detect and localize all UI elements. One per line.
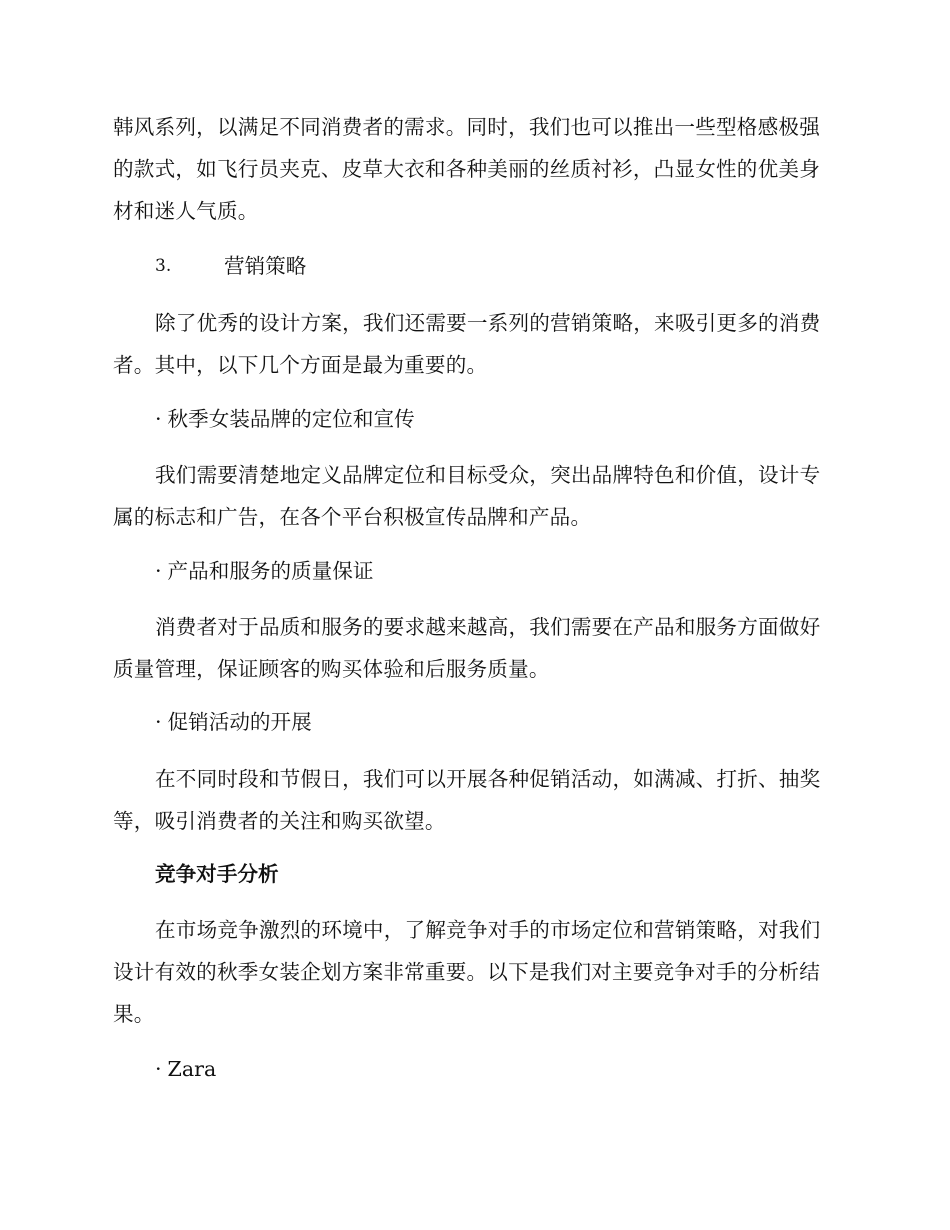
bullet-dot: · [155, 407, 162, 431]
bullet-label: Zara [167, 1057, 217, 1081]
heading-marketing-strategy: 营销策略 [224, 254, 307, 278]
bullet-brand-positioning [155, 398, 415, 440]
bullet-label: 促销活动的开展 [167, 710, 312, 734]
section-title-competitor-analysis: 竞争对手分析 [155, 862, 279, 886]
bullet-zara [155, 1048, 216, 1090]
bullet-label: 产品和服务的质量保证 [167, 559, 374, 583]
bullet-dot: · [155, 710, 162, 734]
paragraph-styles-continued: 韩风系列，以满足不同消费者的需求。同时，我们也可以推出一些型格感极强的款式，如飞行员夹克、皮草大衣和各种美丽的丝质衬衫，凸显女性的优美身材和迷人气质。 [113, 115, 820, 223]
paragraph-promotions: 在不同时段和节假日，我们可以开展各种促销活动，如满减、打折、抽奖等，吸引消费者的关注和购买欲望。 [113, 767, 821, 833]
bullet-promotions [155, 701, 312, 743]
bullet-dot: · [155, 559, 162, 583]
paragraph-marketing-intro: 除了优秀的设计方案，我们还需要一系列的营销策略，来吸引更多的消费者。其中，以下几个方面是最为重要的。 [113, 311, 821, 377]
paragraph-brand-positioning: 我们需要清楚地定义品牌定位和目标受众，突出品牌特色和价值，设计专属的标志和广告，在各个平台积极宣传品牌和产品。 [113, 463, 821, 529]
paragraph-quality-assurance: 消费者对于品质和服务的要求越来越高，我们需要在产品和服务方面做好质量管理，保证顾客的购买体验和后服务质量。 [113, 615, 821, 681]
bullet-quality-assurance [155, 550, 373, 592]
bullet-label: 秋季女装品牌的定位和宣传 [167, 407, 415, 431]
heading-number: 3. [155, 256, 172, 276]
bullet-dot: · [155, 1057, 162, 1081]
paragraph-competitor-analysis: 在市场竞争激烈的环境中，了解竞争对手的市场定位和营销策略，对我们设计有效的秋季女装企划方案非常重要。以下是我们对主要竞争对手的分析结果。 [113, 918, 821, 1026]
